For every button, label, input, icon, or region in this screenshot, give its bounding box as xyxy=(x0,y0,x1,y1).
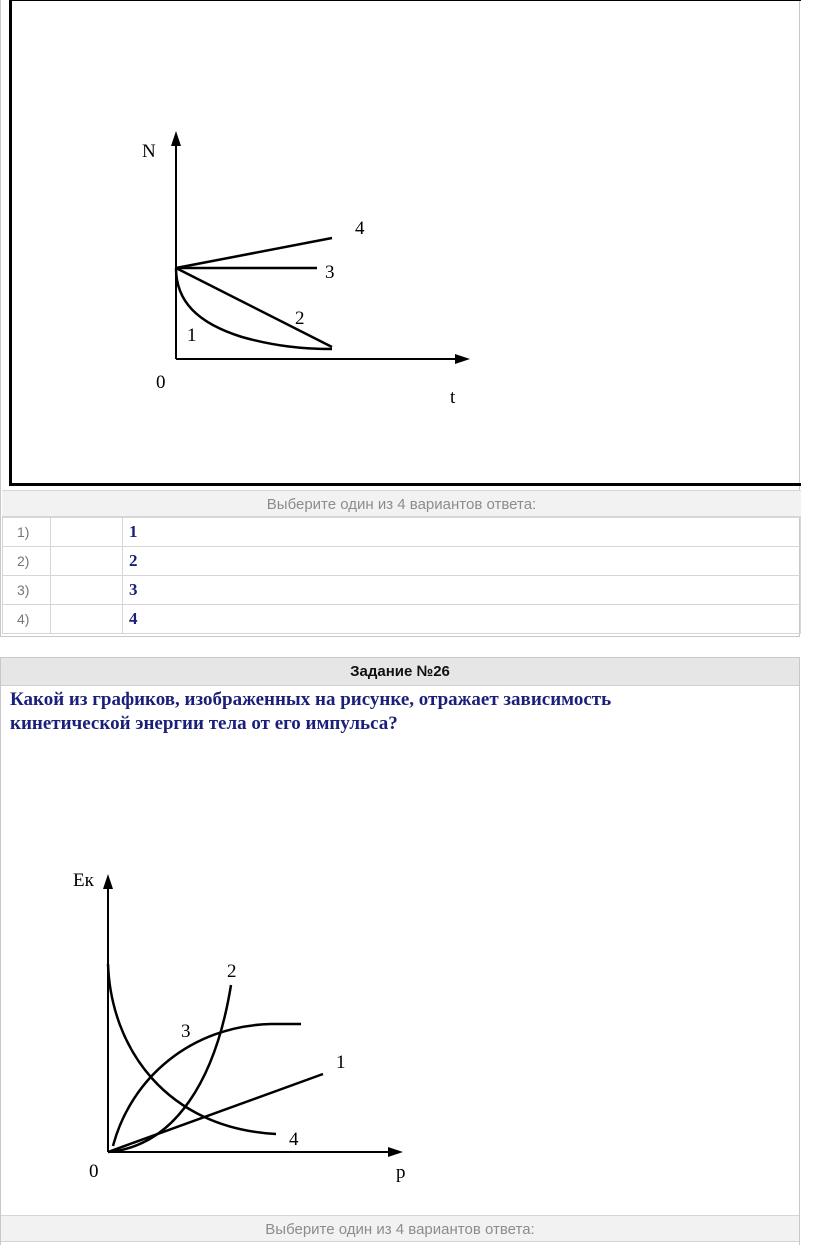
option-number: 2) xyxy=(3,547,51,576)
x-axis-label: t xyxy=(450,387,456,408)
curve-label-4: 4 xyxy=(355,218,365,239)
choose-prompt: Выберите один из 4 вариантов ответа: xyxy=(2,490,801,517)
n-vs-t-diagram xyxy=(12,1,804,487)
origin-label: 0 xyxy=(156,372,166,393)
answer-option[interactable] xyxy=(3,605,801,634)
option-number: 3) xyxy=(3,576,51,605)
option-value: 4 xyxy=(123,605,801,634)
x-axis-arrow xyxy=(455,354,470,364)
answer-option[interactable] xyxy=(3,518,801,547)
y-axis-arrow xyxy=(171,131,181,146)
answer-option[interactable] xyxy=(3,547,801,576)
ek-vs-p-diagram xyxy=(1,658,799,1218)
option-number: 1) xyxy=(3,518,51,547)
option-selector[interactable] xyxy=(51,547,123,576)
curve-label-1: 1 xyxy=(336,1052,346,1073)
y-axis-arrow xyxy=(103,874,113,889)
option-value: 3 xyxy=(123,576,801,605)
curve-3 xyxy=(113,1024,301,1146)
y-axis-label: N xyxy=(142,141,156,162)
curve-label-2: 2 xyxy=(295,308,305,329)
curve-label-3: 3 xyxy=(325,262,335,283)
curve-label-4: 4 xyxy=(289,1129,299,1150)
curve-label-2: 2 xyxy=(227,961,237,982)
curve-4 xyxy=(108,964,276,1134)
answer-option[interactable] xyxy=(3,576,801,605)
x-axis-label: p xyxy=(396,1162,406,1183)
curve-2 xyxy=(108,985,231,1152)
answer-options-table xyxy=(2,517,801,634)
option-selector[interactable] xyxy=(51,576,123,605)
curve-2 xyxy=(176,268,332,347)
task-25-figure xyxy=(9,0,801,486)
choose-prompt: Выберите один из 4 вариантов ответа: xyxy=(1,1215,799,1242)
y-axis-label: Eк xyxy=(73,870,94,891)
curve-label-1: 1 xyxy=(187,325,197,346)
option-selector[interactable] xyxy=(51,605,123,634)
question-text: Какой из графиков, изображенных на рисунке, отражает зависимость кинетической энергии тела от его импульса? xyxy=(10,689,612,734)
task-header: Задание №26 xyxy=(1,658,799,686)
option-selector[interactable] xyxy=(51,518,123,547)
curve-label-3: 3 xyxy=(181,1021,191,1042)
origin-label: 0 xyxy=(89,1161,99,1182)
option-value: 1 xyxy=(123,518,801,547)
curve-4 xyxy=(176,238,332,268)
option-value: 2 xyxy=(123,547,801,576)
x-axis-arrow xyxy=(388,1147,403,1157)
task-26-block xyxy=(0,657,800,1245)
option-number: 4) xyxy=(3,605,51,634)
